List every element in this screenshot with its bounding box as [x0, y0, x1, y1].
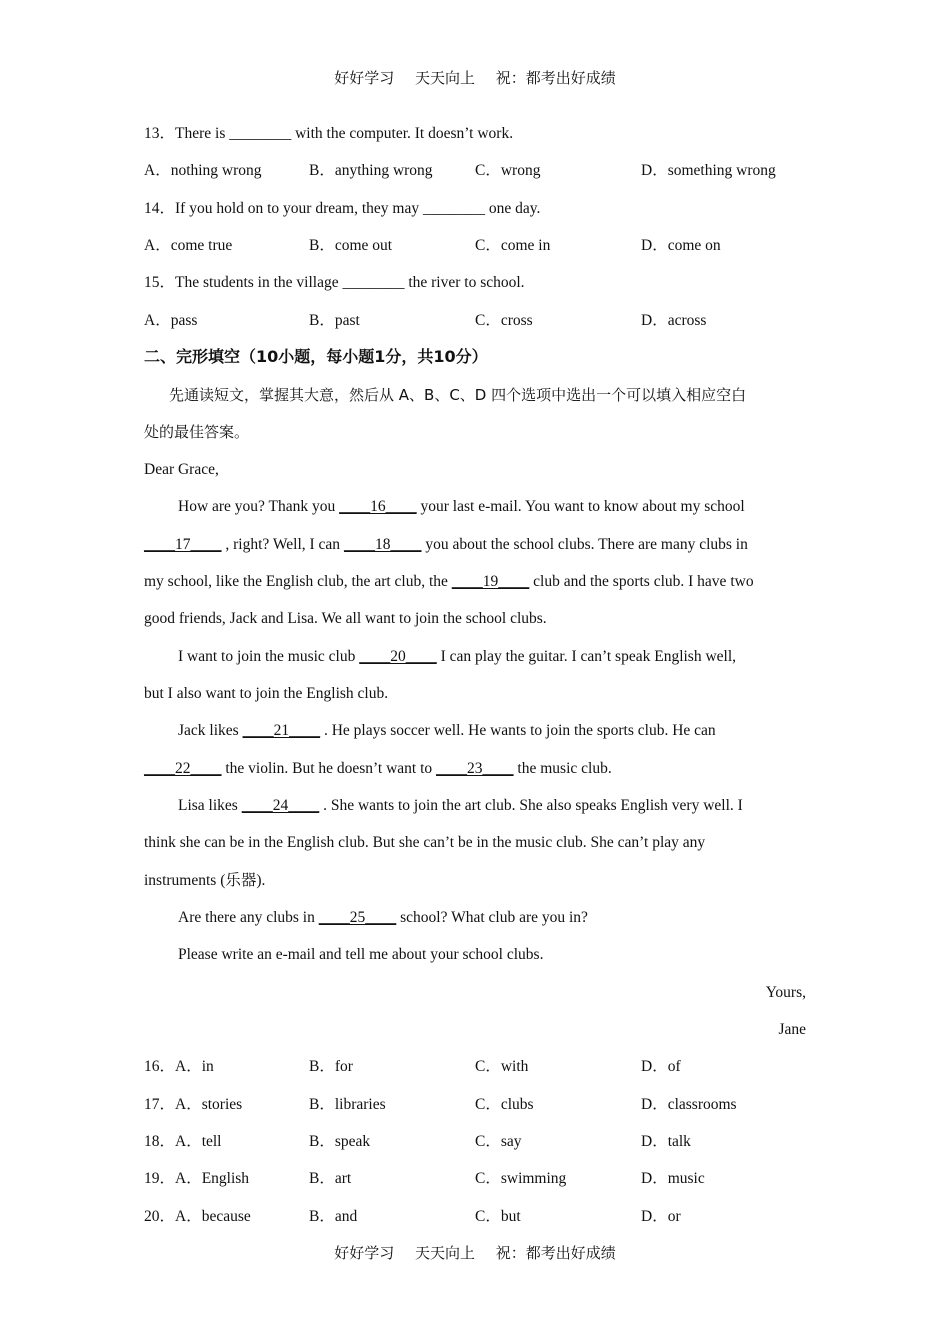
- q15-option-b: B．past: [309, 312, 360, 329]
- letter-text: you about the school clubs. There are many clubs in: [421, 536, 748, 553]
- blank-18: ____18____: [343, 536, 422, 553]
- letter-text: your last e-mail. You want to know about my school: [416, 498, 745, 515]
- letter-text: Jack likes: [178, 722, 243, 739]
- letter-text: I can play the guitar. I can’t speak English well,: [436, 648, 737, 665]
- q18-option-c: C．say: [475, 1133, 522, 1150]
- q13-option-d: D．something wrong: [641, 162, 776, 179]
- footer-motto-3: 祝：都考出好成绩: [495, 1244, 616, 1262]
- letter-paragraph-3-line-2: [144, 759, 612, 779]
- letter-signature: Jane: [778, 1021, 806, 1038]
- blank-24: ____24____: [241, 797, 320, 814]
- letter-text: Are there any clubs in: [178, 909, 319, 926]
- q18-option-b: B．speak: [309, 1133, 371, 1150]
- blank-20: ____20____: [359, 648, 437, 665]
- letter-text: the music club.: [513, 760, 612, 777]
- q16-option-b: B．for: [309, 1058, 353, 1075]
- q19-option-d: D．music: [641, 1170, 705, 1187]
- q19-option-a: 19．A．English: [144, 1170, 250, 1187]
- header-motto-2: 天天向上: [414, 69, 475, 87]
- letter-paragraph-5-line-1: [178, 908, 588, 928]
- q19-option-b: B．art: [309, 1170, 352, 1187]
- blank-21: ____21____: [242, 722, 321, 739]
- q14-option-b: B．come out: [309, 237, 393, 254]
- q15-option-a: A．pass: [144, 312, 198, 329]
- q13-option-c: C．wrong: [475, 162, 541, 179]
- question-13-stem: 13．There is ________ with the computer. It doesn’t work.: [144, 125, 514, 142]
- letter-text: How are you? Thank you: [178, 498, 340, 515]
- question-15-stem: 15．The students in the village ________ the river to school.: [144, 274, 525, 291]
- q18-option-d: D．talk: [641, 1133, 691, 1150]
- letter-text: . She wants to join the art club. She also speaks English very well. I: [319, 797, 743, 814]
- letter-greeting: Dear Grace,: [144, 461, 219, 478]
- letter-paragraph-2-line-1: [178, 647, 736, 667]
- q15-option-d: D．across: [641, 312, 707, 329]
- letter-paragraph-1-line-3: [144, 572, 754, 592]
- footer-motto-2: 天天向上: [414, 1244, 475, 1262]
- letter-text: my school, like the English club, the art club, the: [144, 573, 452, 590]
- section-2-instructions-line-2: 处的最佳答案。: [144, 423, 250, 441]
- blank-23: ____23____: [436, 760, 514, 777]
- page-footer: [0, 1242, 950, 1263]
- blank-19: ____19____: [451, 573, 530, 590]
- blank-16: ____16____: [339, 498, 417, 515]
- blank-17: ____17____: [144, 536, 222, 553]
- letter-paragraph-1-line-4: good friends, Jack and Lisa. We all want to join the school clubs.: [144, 610, 547, 627]
- q19-option-c: C．swimming: [475, 1170, 567, 1187]
- q20-option-b: B．and: [309, 1208, 358, 1225]
- q17-option-a: 17．A．stories: [144, 1096, 243, 1113]
- q17-option-b: B．libraries: [309, 1096, 386, 1113]
- q16-option-c: C．with: [475, 1058, 529, 1075]
- q14-option-c: C．come in: [475, 237, 551, 254]
- letter-closing: Yours,: [765, 984, 806, 1001]
- question-14-stem: 14．If you hold on to your dream, they may ________ one day.: [144, 200, 541, 217]
- q20-option-d: D．or: [641, 1208, 681, 1225]
- q13-option-a: A．nothing wrong: [144, 162, 262, 179]
- q13-option-b: B．anything wrong: [309, 162, 433, 179]
- letter-paragraph-4-line-1: [178, 796, 743, 816]
- header-motto-3: 祝：都考出好成绩: [495, 69, 616, 87]
- section-2-instructions-line-1: 先通读短文，掌握其大意，然后从 A、B、C、D 四个选项中选出一个可以填入相应空白: [169, 386, 747, 404]
- blank-25: ____25____: [318, 909, 397, 926]
- letter-text: club and the sports club. I have two: [529, 573, 754, 590]
- letter-text: school? What club are you in?: [396, 909, 588, 926]
- q17-option-c: C．clubs: [475, 1096, 534, 1113]
- letter-text: , right? Well, I can: [221, 536, 344, 553]
- letter-paragraph-6-line-1: Please write an e-mail and tell me about your school clubs.: [178, 946, 544, 963]
- q14-option-d: D．come on: [641, 237, 721, 254]
- q16-option-d: D．of: [641, 1058, 681, 1075]
- letter-paragraph-1-line-2: [144, 535, 748, 555]
- section-2-title: 二、完形填空（10小题，每小题1分，共10分）: [144, 347, 488, 366]
- letter-text: . He plays soccer well. He wants to join the sports club. He can: [320, 722, 716, 739]
- letter-text: Lisa likes: [178, 797, 242, 814]
- q14-option-a: A．come true: [144, 237, 233, 254]
- letter-paragraph-1-line-1: [178, 497, 745, 517]
- q18-option-a: 18．A．tell: [144, 1133, 222, 1150]
- letter-paragraph-4-line-3: instruments (乐器).: [144, 872, 266, 889]
- letter-paragraph-4-line-2: think she can be in the English club. But she can’t be in the music club. She can’t play any: [144, 834, 706, 851]
- page-header: [0, 67, 950, 88]
- q20-option-a: 20．A．because: [144, 1208, 251, 1225]
- q20-option-c: C．but: [475, 1208, 521, 1225]
- q17-option-d: D．classrooms: [641, 1096, 737, 1113]
- q15-option-c: C．cross: [475, 312, 533, 329]
- footer-motto-1: 好好学习: [334, 1244, 395, 1262]
- letter-paragraph-2-line-2: but I also want to join the English club.: [144, 685, 389, 702]
- letter-text: I want to join the music club: [178, 648, 360, 665]
- q16-option-a: 16．A．in: [144, 1058, 214, 1075]
- blank-22: ____22____: [144, 760, 222, 777]
- letter-paragraph-3-line-1: [178, 721, 716, 741]
- header-motto-1: 好好学习: [334, 69, 395, 87]
- letter-text: the violin. But he doesn’t want to: [221, 760, 437, 777]
